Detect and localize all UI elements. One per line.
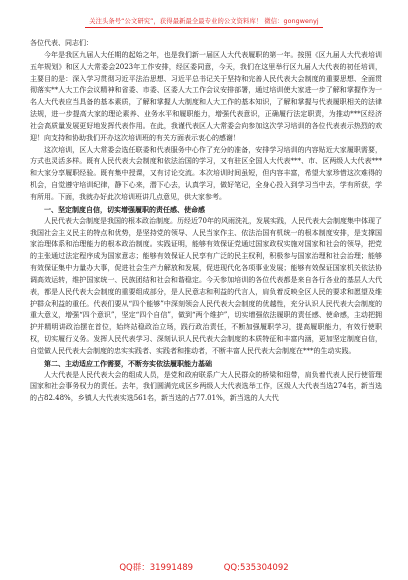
section-heading: 一、坚定制度自信，切实增强履职的责任感、使命感 [44, 204, 205, 214]
paragraph: 人民代表大会制度是我国的根本政治制度。历经近70年的风雨洗礼，发展实践，人民代表大会制度集中体现了我国社会主义民主的特点和优势，是坚持党的领导、人民当家作主、依法治国有机统一的根本制度安排，是支撑国家治理体系和治理能力的根本政治制度。实践证明，能够有效保证党通过国家政权实施对国家和社会的领导，把党的主张通过法定程序成为国家意志；能够有效保证人民享有广泛的民主权利，积极参与国家治理和社会治理；能够有效保证集中力量办大事，促进社会生产力解放和发展，促进现代化各项事业发展；能够有效保证国家机关依法协调高效运转，维护国家统一、民族团结和社会和谐稳定。今天参加培训的各位代表都是来自各行各业的基层人大代表，都是人民代表大会制度的重要组成部分，是人民意志和利益的代言人，肩负着反映全区人民的要求和愿望及维护群众利益的重任。代表们要从“四个能够”中深刻领会人民代表大会制度的优越性，充分认识人民代表大会制度的重大意义，增强“四个意识”，坚定“四个自信”，做到“两个维护”，切实增强依法履职的责任感、使命感，主动把拥护并精明讲政治摆在首位，始终站稳政治立场，践行政治责任，不断加强履职学习，提高履职能力，有效行使职权，切实履行义务。发挥人民代表学习、深刻认识人民代表大会制度的本质特征和丰富内涵，更加坚定制度自信，自觉做人民代表大会制度的忠实实践者、实践者和推动者，不断丰富人民代表大会制度在***的生动实践。 [30, 216, 382, 355]
paragraph: 今年是我区九届人大任期的起始之年，也是我们新一届区人大代表履职的第一年。按照《区九届人大代表培训五年规划》和区人大常委会2023年工作安排，经区委同意，今天，我们在这里举行区九届人大代表的初任培训，主要目的是：深入学习贯彻习近平法治思想、习近平总书记关于坚持和完善人民代表大会制度的重要思想、全面贯彻落实**人大工作会议精神和省委、市委、区委人大工作会议安排部署，通过培训使大家进一步了解和掌握作为一名人大代表应当具备的基本素质，了解和掌握人大制度和人大工作的基本知识，了解和掌握与代表履职相关的法律法规，进一步提高大家的理论素养、业务水平和履职能力，增强代表意识，正确履行法定职责，为推动***区经济社会高质量发展更好地发挥代表作用。在此，我谨代表区人大常委会向参加这次学习培训的各位代表表示热烈的欢迎！向支持和协助我们开办这次培训班的有关方面表示衷心的感谢！ [30, 50, 382, 142]
paragraph: 人大代表是人民代表大会的组成人员，是党和政府联系广大人民群众的桥梁和纽带，肩负着代表人民行使管理国家和社会事务权力的责任。去年，我们圆满完成区乡两级人大代表选举工作，区级人大代表当选274名，新当选的占82.48%，乡镇人大代表实选561名，新当选的占77.01%，新当选的人大代 [30, 370, 382, 403]
paragraph: 这次培训，区人大常委会选任联委和代表服务中心作了充分的准备，安排学习培训的内容贴近大家履职需要，方式也灵活多样。既有人民代表大会制度和依法治国的学习，又有驻区全国人大代表***、市、区两级人大代表***和大家分享履职经验。既有集中授课，又有讨论交流。本次培训时间虽短，但内容丰富，希望大家珍惜这次难得的机会，自觉遵守培训纪律，静下心来，潜下心去，认真学习，做好笔记，全身心投入到学习当中去，学有所获，学有所用。下面，我就办好此次培训班讲几点意见，供大家参考。 [30, 145, 382, 201]
header-banner [0, 8, 408, 27]
salutation: 各位代表、同志们： [30, 39, 93, 47]
section-heading: 第二、主动适应工作需要，不断夯实依法履职能力基础 [44, 358, 212, 368]
document-body [30, 38, 382, 405]
banner-text: 关注头条号“公文研究”，获得最新最全最专业的公文资料库！ 微信：gongwenyj [85, 18, 323, 28]
footer-contact [0, 561, 408, 573]
qq-group-text: QQ群：31991489 [119, 563, 194, 573]
qq-text: QQ:535304092 [223, 563, 289, 573]
